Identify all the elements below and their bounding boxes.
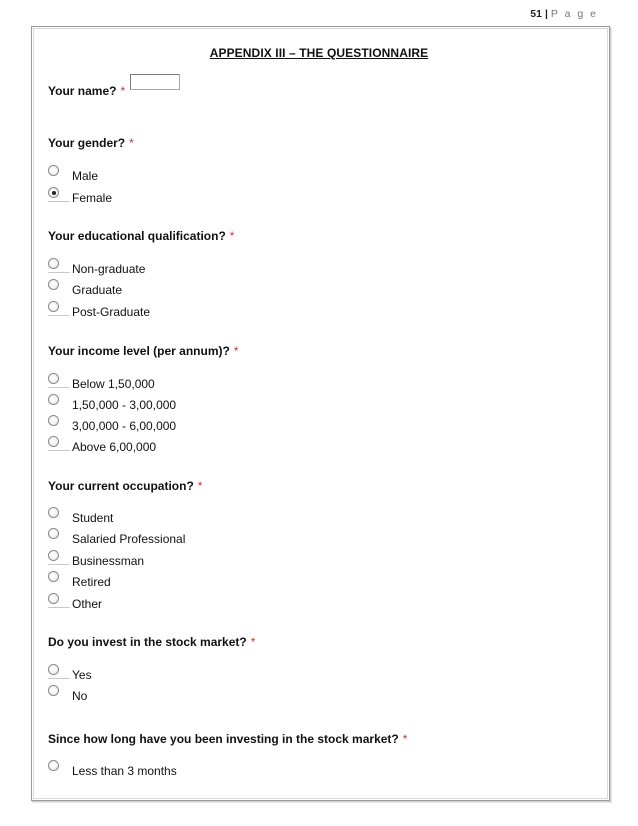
radio-button[interactable] — [48, 760, 59, 771]
question-name-label: Your name? — [48, 84, 117, 98]
name-input[interactable] — [130, 74, 180, 90]
option-label: Retired — [72, 575, 111, 589]
radio-button[interactable] — [48, 165, 59, 176]
option-label: Yes — [72, 668, 92, 682]
option-underline — [48, 678, 70, 679]
income-option-below-150000[interactable] — [48, 373, 348, 393]
option-underline — [48, 387, 70, 388]
option-underline — [48, 272, 70, 273]
option-label: Non-graduate — [72, 262, 146, 276]
occupation-option-businessman[interactable] — [48, 550, 348, 570]
required-mark: * — [129, 136, 134, 150]
page-header — [530, 8, 598, 20]
radio-button[interactable] — [48, 550, 59, 561]
option-label: Salaried Professional — [72, 532, 186, 546]
occupation-option-retired[interactable] — [48, 571, 348, 591]
radio-button[interactable] — [48, 279, 59, 290]
duration-option-less-than-3-months[interactable] — [48, 760, 348, 780]
question-income — [48, 344, 238, 358]
education-option-graduate[interactable] — [48, 279, 348, 299]
question-occupation — [48, 479, 202, 493]
occupation-option-other[interactable] — [48, 593, 348, 613]
question-education — [48, 229, 234, 243]
option-label: Post-Graduate — [72, 305, 151, 319]
option-label: Student — [72, 511, 114, 525]
question-gender-label: Your gender? — [48, 136, 126, 150]
option-underline — [48, 315, 70, 316]
option-label: Above 6,00,000 — [72, 440, 157, 454]
radio-button[interactable] — [48, 507, 59, 518]
gender-option-female[interactable] — [48, 187, 348, 207]
question-education-label: Your educational qualification? — [48, 229, 226, 243]
education-option-post-graduate[interactable] — [48, 301, 348, 321]
required-mark: * — [120, 84, 126, 98]
occupation-option-student[interactable] — [48, 507, 348, 527]
option-label: 1,50,000 - 3,00,000 — [72, 398, 177, 412]
option-underline — [48, 607, 70, 608]
option-label: Other — [72, 597, 103, 611]
occupation-option-salaried-professional[interactable] — [48, 528, 348, 548]
question-income-label: Your income level (per annum)? — [48, 344, 230, 358]
gender-option-male[interactable] — [48, 165, 348, 185]
required-mark: * — [229, 229, 235, 243]
option-underline — [48, 564, 70, 565]
radio-button[interactable] — [48, 394, 59, 405]
radio-button[interactable] — [48, 373, 59, 384]
question-invest-label: Do you invest in the stock market? — [48, 635, 247, 649]
radio-button[interactable] — [48, 258, 59, 269]
option-label: Below 1,50,000 — [72, 377, 155, 391]
income-option-above-600000[interactable] — [48, 436, 348, 456]
question-duration-label: Since how long have you been investing in the stock market? — [48, 732, 399, 746]
option-label: No — [72, 689, 88, 703]
radio-button[interactable] — [48, 415, 59, 426]
radio-button[interactable] — [48, 436, 59, 447]
radio-button[interactable] — [48, 685, 59, 696]
required-mark: * — [197, 479, 203, 493]
invest-option-no[interactable] — [48, 685, 348, 705]
page-number: 51 — [530, 8, 542, 20]
option-underline — [48, 201, 70, 202]
income-option-300000-600000[interactable] — [48, 415, 348, 435]
radio-button[interactable] — [48, 301, 59, 312]
option-label: 3,00,000 - 6,00,000 — [72, 419, 177, 433]
option-label: Male — [72, 169, 99, 183]
question-gender — [48, 136, 134, 150]
required-mark: * — [250, 635, 256, 649]
page-title: APPENDIX III – THE QUESTIONNAIRE — [209, 46, 429, 60]
required-mark: * — [402, 732, 408, 746]
option-underline — [48, 450, 70, 451]
option-label: Graduate — [72, 283, 123, 297]
education-option-non-graduate[interactable] — [48, 258, 348, 278]
radio-button[interactable] — [48, 528, 59, 539]
invest-option-yes[interactable] — [48, 664, 348, 684]
question-duration — [48, 732, 407, 746]
option-label: Female — [72, 191, 113, 205]
required-mark: * — [233, 344, 239, 358]
income-option-150000-300000[interactable] — [48, 394, 348, 414]
question-invest — [48, 635, 255, 649]
page-word: P a g e — [550, 8, 598, 20]
radio-button[interactable] — [48, 664, 59, 675]
radio-button[interactable] — [48, 593, 59, 604]
radio-button[interactable] — [48, 571, 59, 582]
option-label: Less than 3 months — [72, 764, 177, 778]
radio-button-selected[interactable] — [48, 187, 59, 198]
option-label: Businessman — [72, 554, 145, 568]
question-occupation-label: Your current occupation? — [48, 479, 194, 493]
header-separator: | — [544, 8, 548, 20]
question-name — [48, 84, 125, 98]
